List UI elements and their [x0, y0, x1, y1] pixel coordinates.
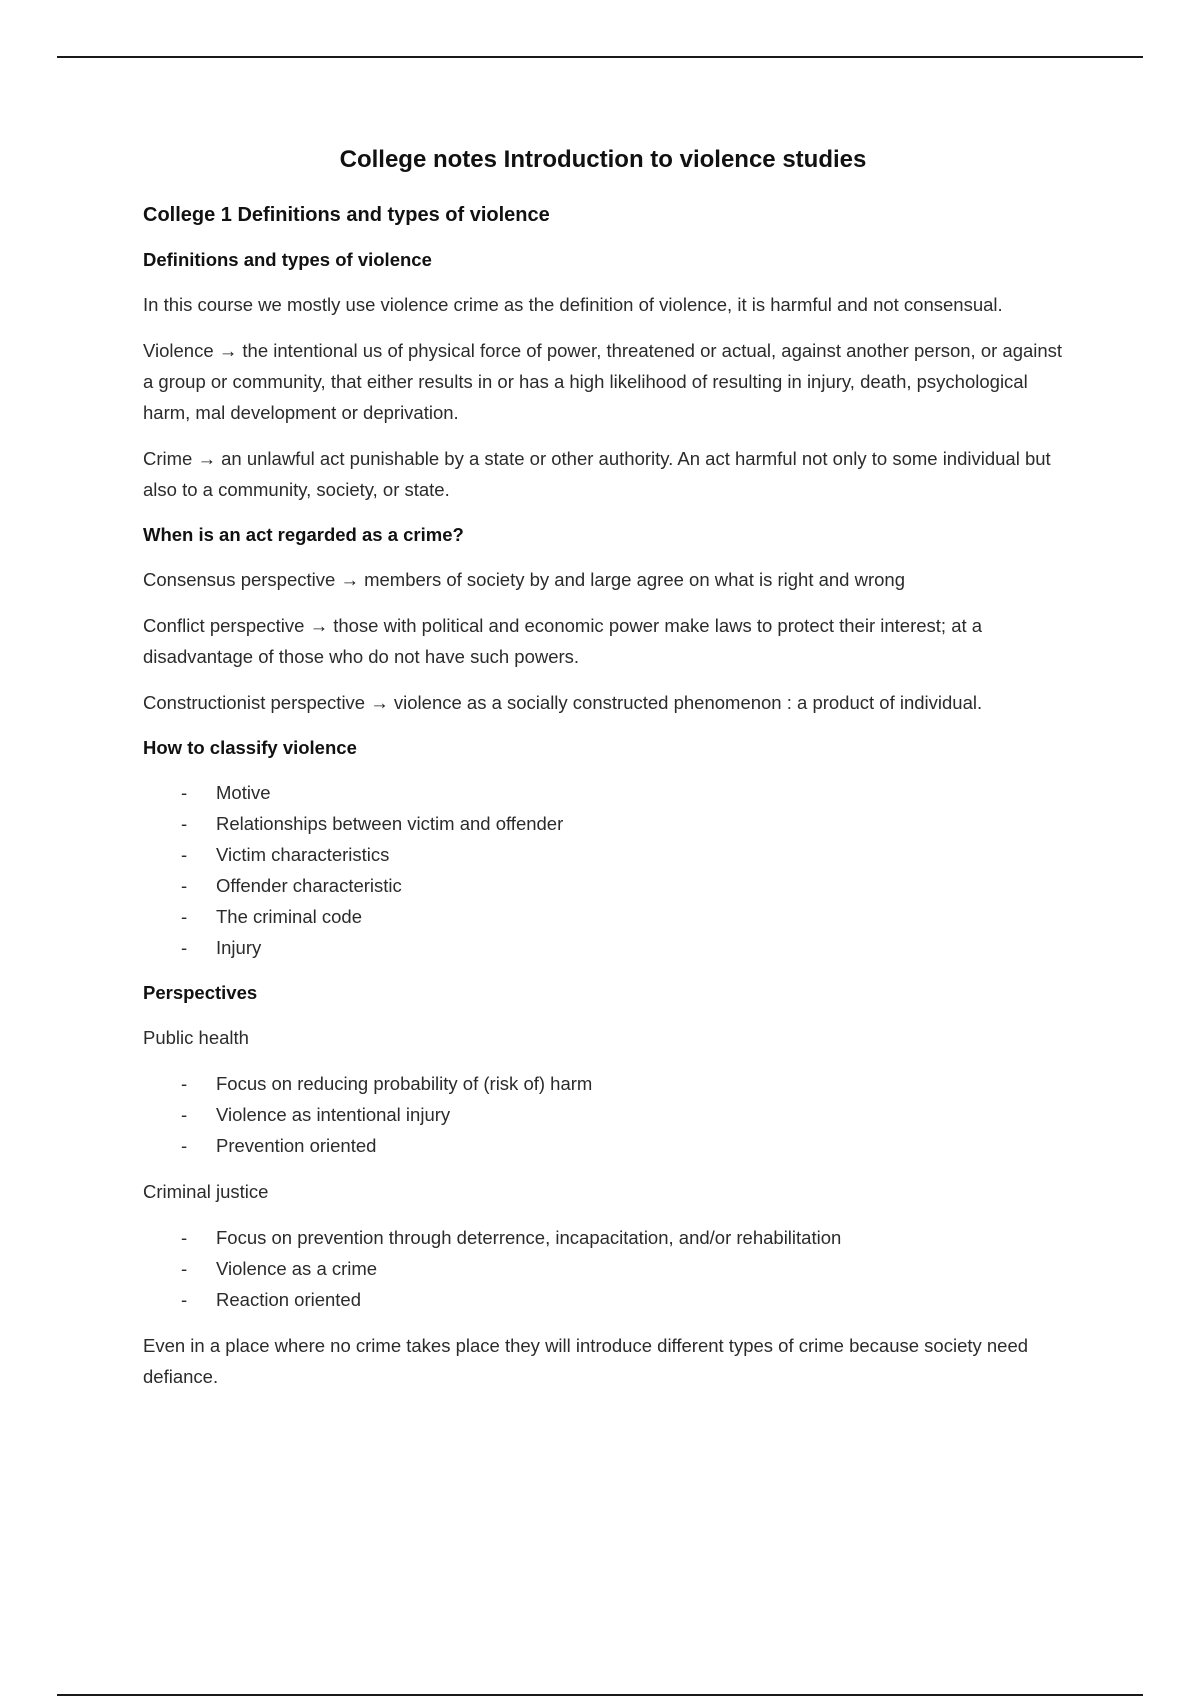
intro-paragraph: In this course we mostly use violence crime as the definition of violence, it is harmful and not consensual. — [143, 294, 1003, 315]
constructionist-term: Constructionist perspective — [143, 692, 366, 713]
list-item: - Injury — [143, 932, 1063, 963]
subheading-classify: How to classify violence — [143, 737, 357, 758]
arrow-icon: → — [197, 448, 216, 469]
subheading-definitions: Definitions and types of violence — [143, 249, 432, 270]
closing-paragraph: Even in a place where no crime takes place they will introduce different types of crime because society need defiance. — [143, 1335, 1029, 1387]
classify-list — [143, 777, 1063, 963]
dash-icon: - — [181, 1135, 188, 1156]
constructionist-definition: violence as a socially constructed phenomenon : a product of individual. — [393, 692, 983, 713]
list-item: - Motive — [143, 777, 1063, 808]
list-item: - Offender characteristic — [143, 870, 1063, 901]
arrow-icon: → — [340, 569, 359, 590]
subheading-perspectives: Perspectives — [143, 982, 258, 1003]
list-item: - Focus on reducing probability of (risk of) harm — [143, 1068, 1063, 1099]
constructionist-paragraph — [143, 687, 1063, 718]
violence-term: Violence — [143, 340, 214, 361]
dash-icon: - — [181, 844, 188, 865]
dash-icon: - — [181, 782, 188, 803]
crime-definition: an unlawful act punishable by a state or other authority. An act harmful not only to some individual but also to a community, society, or state. — [143, 448, 1051, 500]
arrow-icon: → — [309, 615, 329, 636]
list-item: - Violence as intentional injury — [143, 1099, 1063, 1130]
public-health-list — [143, 1068, 1063, 1161]
dash-icon: - — [181, 875, 188, 896]
top-rule — [57, 56, 1143, 58]
consensus-definition: members of society by and large agree on what is right and wrong — [364, 569, 905, 590]
document-page — [143, 142, 1063, 1407]
list-item: - Victim characteristics — [143, 839, 1063, 870]
dash-icon: - — [181, 1227, 188, 1248]
list-item: - The criminal code — [143, 901, 1063, 932]
dash-icon: - — [181, 813, 188, 834]
crime-definition-paragraph — [143, 443, 1063, 505]
dash-icon: - — [181, 906, 188, 927]
crime-term: Crime — [143, 448, 193, 469]
conflict-definition: those with political and economic power make laws to protect their interest; at a disadvantage of those who do not have such powers. — [143, 615, 983, 667]
list-item: - Relationships between victim and offender — [143, 808, 1063, 839]
consensus-term: Consensus perspective — [143, 569, 336, 590]
list-item: - Violence as a crime — [143, 1253, 1063, 1284]
conflict-paragraph — [143, 610, 1063, 672]
dash-icon: - — [181, 1258, 188, 1279]
conflict-term: Conflict perspective — [143, 615, 305, 636]
criminal-justice-label: Criminal justice — [143, 1181, 269, 1202]
list-item: - Prevention oriented — [143, 1130, 1063, 1161]
arrow-icon: → — [218, 340, 238, 361]
dash-icon: - — [181, 937, 188, 958]
arrow-icon: → — [370, 692, 389, 713]
violence-definition: the intentional us of physical force of power, threatened or actual, against another person, or against a group or community, that either results in or has a high likelihood of resulting in injury, death, psychological harm, mal development or deprivation. — [143, 340, 1063, 423]
public-health-label: Public health — [143, 1027, 249, 1048]
dash-icon: - — [181, 1104, 188, 1125]
criminal-justice-list — [143, 1222, 1063, 1315]
consensus-paragraph — [143, 564, 1063, 595]
list-item: - Focus on prevention through deterrence, incapacitation, and/or rehabilitation — [143, 1222, 1063, 1253]
list-item: - Reaction oriented — [143, 1284, 1063, 1315]
subheading-when: When is an act regarded as a crime? — [143, 524, 464, 545]
section-heading: College 1 Definitions and types of violence — [143, 204, 550, 226]
dash-icon: - — [181, 1289, 188, 1310]
document-title: College notes Introduction to violence studies — [339, 146, 867, 173]
dash-icon: - — [181, 1073, 188, 1094]
violence-definition-paragraph — [143, 335, 1063, 428]
bottom-rule — [57, 1694, 1143, 1696]
